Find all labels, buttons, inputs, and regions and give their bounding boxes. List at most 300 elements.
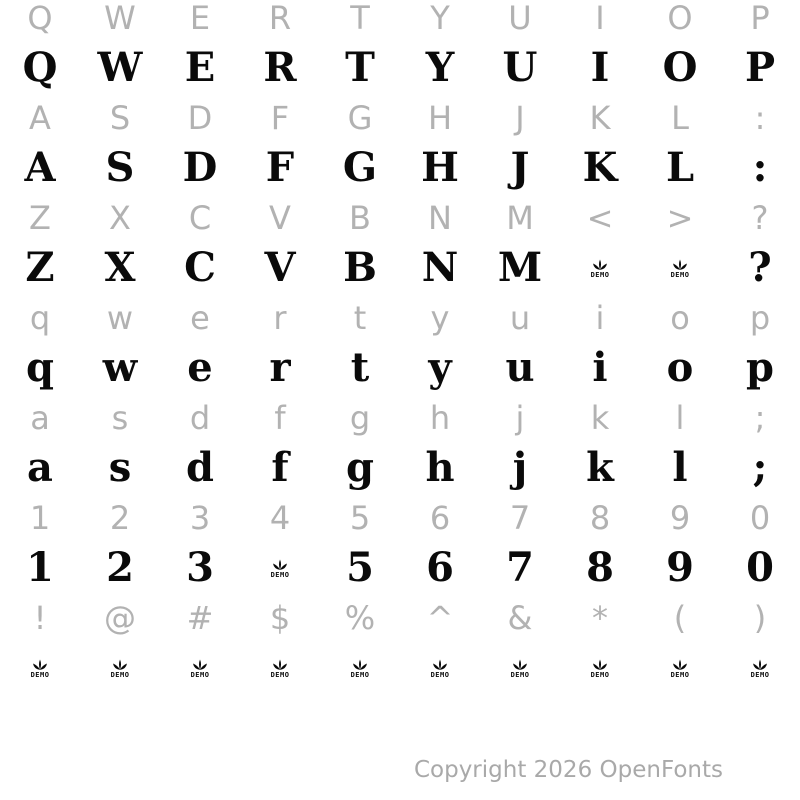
glyph-cell: [720, 193, 800, 243]
glyph: D: [187, 99, 213, 137]
glyph-cell: [80, 343, 160, 393]
glyph-cell: [240, 593, 320, 643]
glyph: $: [269, 599, 291, 637]
glyph: X: [104, 244, 136, 291]
glyph-cell: [0, 493, 80, 543]
glyph: J: [515, 99, 525, 137]
glyph: s: [108, 444, 132, 491]
glyph: N: [428, 199, 452, 237]
glyph-cell: [80, 593, 160, 643]
glyph: i: [595, 299, 605, 337]
glyph: S: [109, 99, 131, 137]
glyph: q: [26, 344, 54, 391]
glyph-cell: [160, 0, 240, 43]
glyph-cell: [240, 293, 320, 343]
glyph: 8: [589, 499, 611, 537]
glyph-cell: [160, 293, 240, 343]
glyph: Q: [27, 0, 53, 37]
glyph: d: [186, 444, 214, 491]
glyph-cell: [560, 243, 640, 293]
glyph-cell: [400, 343, 480, 393]
glyph-cell: [560, 543, 640, 593]
glyph-cell: [400, 0, 480, 43]
ornament-drops-icon: [31, 659, 49, 671]
glyph-cell: [80, 443, 160, 493]
glyph-cell: [0, 93, 80, 143]
glyph-cell: [640, 243, 720, 293]
glyph: 3: [189, 499, 211, 537]
glyph: <: [586, 199, 614, 237]
glyph-cell: [640, 643, 720, 693]
glyph: k: [586, 444, 614, 491]
glyph-cell: [240, 193, 320, 243]
glyph-cell: [80, 243, 160, 293]
glyph-cell: [160, 143, 240, 193]
glyph: e: [190, 299, 210, 337]
glyph: g: [349, 399, 371, 437]
glyph: R: [268, 0, 292, 37]
glyph-cell: [0, 643, 80, 693]
glyph-cell: [400, 243, 480, 293]
glyph: q: [29, 299, 51, 337]
glyph-cell: [640, 493, 720, 543]
glyph-cell: [400, 293, 480, 343]
glyph: N: [421, 244, 459, 291]
demo-placeholder-label: DEMO: [110, 671, 130, 679]
glyph: O: [667, 0, 693, 37]
glyph-cell: [0, 0, 80, 43]
glyph: y: [428, 344, 452, 391]
ornament-drops-icon: [751, 659, 769, 671]
glyph-cell: [160, 243, 240, 293]
ornament-drops-icon: [591, 659, 609, 671]
glyph-cell: [240, 0, 320, 43]
ornament-drops-icon: [271, 659, 289, 671]
glyph: 3: [186, 544, 214, 591]
demo-placeholder-label: DEMO: [670, 671, 690, 679]
glyph: A: [24, 144, 56, 191]
ornament-drops-icon: [511, 659, 529, 671]
character-row-7: [0, 293, 800, 343]
glyph-cell: [560, 493, 640, 543]
glyph: p: [749, 299, 771, 337]
glyph: B: [349, 199, 371, 237]
glyph: F: [265, 144, 295, 191]
glyph-cell: [0, 243, 80, 293]
glyph-cell: [160, 443, 240, 493]
glyph: t: [353, 299, 367, 337]
glyph-cell: [240, 343, 320, 393]
glyph-cell: [320, 643, 400, 693]
glyph: ): [753, 599, 767, 637]
glyph-cell: [80, 0, 160, 43]
glyph: 4: [269, 499, 291, 537]
ornament-drops-icon: [591, 259, 609, 271]
glyph: 2: [109, 499, 131, 537]
glyph-cell: [160, 93, 240, 143]
glyph: o: [670, 299, 690, 337]
glyph: A: [29, 99, 51, 137]
glyph: Z: [29, 199, 51, 237]
glyph-cell: [400, 143, 480, 193]
glyph-cell: [0, 443, 80, 493]
glyph-cell: [160, 543, 240, 593]
copyright-text: Copyright 2026 OpenFonts: [413, 757, 723, 783]
character-row-9: [0, 393, 800, 443]
glyph: i: [592, 344, 608, 391]
glyph: ;: [752, 444, 768, 491]
glyph: o: [666, 344, 694, 391]
glyph: K: [589, 99, 611, 137]
glyph: h: [429, 399, 451, 437]
glyph-cell: [720, 93, 800, 143]
glyph: a: [30, 399, 50, 437]
ornament-drops-icon: [671, 259, 689, 271]
glyph: P: [750, 0, 770, 37]
glyph: 7: [506, 544, 534, 591]
glyph-cell: [640, 0, 720, 43]
character-row-14: [0, 643, 800, 693]
glyph-cell: [0, 143, 80, 193]
glyph-cell: [480, 643, 560, 693]
glyph: 2: [106, 544, 134, 591]
glyph-cell: [240, 443, 320, 493]
glyph: G: [347, 99, 373, 137]
glyph-cell: [480, 493, 560, 543]
glyph: #: [186, 599, 214, 637]
glyph-cell: [480, 143, 560, 193]
glyph: u: [505, 344, 535, 391]
ornament-drops-icon: [111, 659, 129, 671]
demo-placeholder-label: DEMO: [270, 671, 290, 679]
glyph-cell: [560, 93, 640, 143]
demo-placeholder-glyph: [511, 659, 530, 679]
glyph-cell: [560, 443, 640, 493]
demo-placeholder-label: DEMO: [350, 671, 370, 679]
glyph-cell: [240, 643, 320, 693]
glyph-cell: [560, 293, 640, 343]
glyph-cell: [240, 243, 320, 293]
glyph: V: [269, 199, 291, 237]
glyph: M: [506, 199, 534, 237]
glyph-cell: [80, 393, 160, 443]
glyph-cell: [160, 193, 240, 243]
glyph-cell: [480, 543, 560, 593]
glyph-cell: [480, 0, 560, 43]
glyph-cell: [640, 43, 720, 93]
glyph-cell: [560, 643, 640, 693]
glyph: 1: [26, 544, 54, 591]
glyph: T: [345, 44, 375, 91]
glyph-cell: [80, 143, 160, 193]
glyph-cell: [160, 343, 240, 393]
glyph: :: [754, 99, 766, 137]
demo-placeholder-glyph: [431, 659, 450, 679]
glyph-cell: [480, 293, 560, 343]
glyph: ?: [751, 199, 769, 237]
glyph: L: [665, 144, 695, 191]
glyph: ;: [754, 399, 766, 437]
glyph: 1: [29, 499, 51, 537]
glyph: U: [502, 44, 538, 91]
glyph-cell: [720, 493, 800, 543]
glyph: a: [27, 444, 53, 491]
glyph-cell: [640, 193, 720, 243]
glyph: (: [673, 599, 687, 637]
glyph: F: [270, 99, 290, 137]
demo-placeholder-glyph: [271, 559, 290, 579]
glyph: 0: [749, 499, 771, 537]
glyph: 6: [426, 544, 454, 591]
glyph: ^: [426, 599, 454, 637]
glyph: E: [189, 0, 211, 37]
glyph-cell: [160, 43, 240, 93]
glyph-cell: [480, 343, 560, 393]
character-row-2: [0, 43, 800, 93]
glyph-cell: [480, 43, 560, 93]
glyph-cell: [720, 293, 800, 343]
demo-placeholder-glyph: [31, 659, 50, 679]
character-row-13: [0, 593, 800, 643]
character-row-11: [0, 493, 800, 543]
glyph-cell: [160, 393, 240, 443]
glyph: Y: [425, 44, 455, 91]
glyph-cell: [480, 93, 560, 143]
glyph-cell: [480, 443, 560, 493]
glyph-cell: [640, 343, 720, 393]
glyph-cell: [560, 343, 640, 393]
glyph: r: [269, 344, 291, 391]
glyph-cell: [240, 93, 320, 143]
glyph-cell: [240, 43, 320, 93]
demo-placeholder-glyph: [351, 659, 370, 679]
glyph-cell: [0, 43, 80, 93]
glyph-cell: [80, 293, 160, 343]
demo-placeholder-glyph: [191, 659, 210, 679]
glyph-cell: [320, 243, 400, 293]
glyph-cell: [80, 543, 160, 593]
glyph-cell: [720, 0, 800, 43]
glyph: 0: [746, 544, 774, 591]
glyph: k: [590, 399, 610, 437]
glyph-cell: [0, 293, 80, 343]
glyph: W: [97, 44, 143, 91]
glyph: r: [273, 299, 287, 337]
glyph-cell: [560, 393, 640, 443]
glyph-cell: [720, 143, 800, 193]
glyph-cell: [640, 393, 720, 443]
character-row-10: [0, 443, 800, 493]
ornament-drops-icon: [431, 659, 449, 671]
glyph: t: [350, 344, 370, 391]
glyph: 9: [666, 544, 694, 591]
glyph: L: [671, 99, 689, 137]
glyph-cell: [720, 443, 800, 493]
demo-placeholder-glyph: [111, 659, 130, 679]
glyph: j: [512, 444, 528, 491]
glyph-cell: [80, 643, 160, 693]
demo-placeholder-label: DEMO: [190, 671, 210, 679]
glyph: e: [187, 344, 213, 391]
glyph-cell: [0, 393, 80, 443]
glyph-cell: [720, 43, 800, 93]
glyph-cell: [640, 543, 720, 593]
glyph-cell: [240, 543, 320, 593]
glyph: C: [188, 199, 212, 237]
glyph-cell: [320, 0, 400, 43]
glyph-cell: [320, 143, 400, 193]
glyph: s: [111, 399, 129, 437]
glyph: H: [427, 99, 453, 137]
ornament-drops-icon: [671, 659, 689, 671]
glyph-cell: [480, 593, 560, 643]
glyph: l: [672, 444, 688, 491]
glyph-cell: [560, 193, 640, 243]
glyph-cell: [640, 593, 720, 643]
glyph: f: [274, 399, 286, 437]
demo-placeholder-glyph: [591, 259, 610, 279]
glyph-cell: [400, 43, 480, 93]
glyph: R: [263, 44, 297, 91]
glyph: C: [184, 244, 216, 291]
glyph: T: [350, 0, 370, 37]
glyph: &: [507, 599, 533, 637]
glyph-cell: [400, 443, 480, 493]
glyph-cell: [320, 543, 400, 593]
demo-placeholder-glyph: [751, 659, 770, 679]
glyph-cell: [320, 493, 400, 543]
glyph: *: [592, 599, 608, 637]
glyph-cell: [400, 393, 480, 443]
glyph-cell: [320, 393, 400, 443]
glyph: U: [508, 0, 532, 37]
glyph: 7: [509, 499, 531, 537]
glyph: O: [662, 44, 698, 91]
glyph-cell: [480, 193, 560, 243]
glyph-cell: [320, 193, 400, 243]
character-row-4: [0, 143, 800, 193]
glyph-cell: [640, 443, 720, 493]
demo-placeholder-label: DEMO: [30, 671, 50, 679]
glyph-cell: [0, 543, 80, 593]
glyph: I: [595, 0, 605, 37]
glyph-cell: [240, 393, 320, 443]
glyph-cell: [720, 543, 800, 593]
demo-placeholder-glyph: [671, 259, 690, 279]
glyph: M: [497, 244, 543, 291]
glyph: I: [590, 44, 610, 91]
glyph-cell: [720, 393, 800, 443]
glyph-cell: [160, 593, 240, 643]
glyph-cell: [640, 143, 720, 193]
glyph-cell: [400, 93, 480, 143]
glyph: d: [189, 399, 211, 437]
glyph-cell: [0, 343, 80, 393]
glyph: E: [184, 44, 216, 91]
demo-placeholder-label: DEMO: [590, 271, 610, 279]
glyph: j: [515, 399, 525, 437]
glyph-cell: [640, 93, 720, 143]
glyph: K: [582, 144, 618, 191]
ornament-drops-icon: [351, 659, 369, 671]
character-row-8: [0, 343, 800, 393]
glyph-cell: [720, 643, 800, 693]
glyph-cell: [160, 643, 240, 693]
glyph-cell: [640, 293, 720, 343]
glyph-cell: [400, 543, 480, 593]
demo-placeholder-glyph: [591, 659, 610, 679]
glyph: G: [342, 144, 378, 191]
demo-placeholder-label: DEMO: [590, 671, 610, 679]
glyph-cell: [560, 43, 640, 93]
glyph-cell: [320, 593, 400, 643]
glyph: S: [105, 144, 135, 191]
glyph: 6: [429, 499, 451, 537]
glyph: l: [675, 399, 685, 437]
glyph: p: [746, 344, 774, 391]
character-row-1: [0, 0, 800, 43]
character-row-5: [0, 193, 800, 243]
glyph: w: [102, 344, 138, 391]
glyph: g: [346, 444, 374, 491]
glyph: W: [104, 0, 136, 37]
glyph: >: [666, 199, 694, 237]
glyph: D: [182, 144, 218, 191]
glyph-cell: [320, 93, 400, 143]
glyph-cell: [480, 393, 560, 443]
glyph: %: [344, 599, 376, 637]
glyph-cell: [400, 643, 480, 693]
character-row-3: [0, 93, 800, 143]
glyph: !: [33, 599, 47, 637]
glyph-cell: [320, 293, 400, 343]
glyph: @: [104, 599, 136, 637]
glyph: 8: [586, 544, 614, 591]
glyph: 5: [349, 499, 371, 537]
glyph-cell: [320, 43, 400, 93]
glyph-cell: [400, 193, 480, 243]
glyph-cell: [160, 493, 240, 543]
glyph-cell: [240, 493, 320, 543]
glyph-cell: [720, 343, 800, 393]
character-row-6: [0, 243, 800, 293]
glyph: Y: [430, 0, 450, 37]
demo-placeholder-label: DEMO: [510, 671, 530, 679]
glyph: H: [421, 144, 459, 191]
glyph: Z: [25, 244, 55, 291]
glyph-cell: [560, 0, 640, 43]
glyph: V: [264, 244, 296, 291]
glyph: f: [271, 444, 289, 491]
glyph: u: [509, 299, 531, 337]
glyph: B: [343, 244, 377, 291]
glyph: :: [752, 144, 768, 191]
glyph-cell: [80, 93, 160, 143]
glyph: J: [510, 144, 530, 191]
glyph-cell: [80, 43, 160, 93]
glyph-cell: [0, 593, 80, 643]
demo-placeholder-label: DEMO: [750, 671, 770, 679]
glyph-cell: [320, 443, 400, 493]
glyph: 9: [669, 499, 691, 537]
glyph-cell: [0, 193, 80, 243]
glyph-cell: [480, 243, 560, 293]
glyph-cell: [80, 193, 160, 243]
glyph: 5: [346, 544, 374, 591]
demo-placeholder-glyph: [271, 659, 290, 679]
glyph-cell: [240, 143, 320, 193]
demo-placeholder-glyph: [671, 659, 690, 679]
